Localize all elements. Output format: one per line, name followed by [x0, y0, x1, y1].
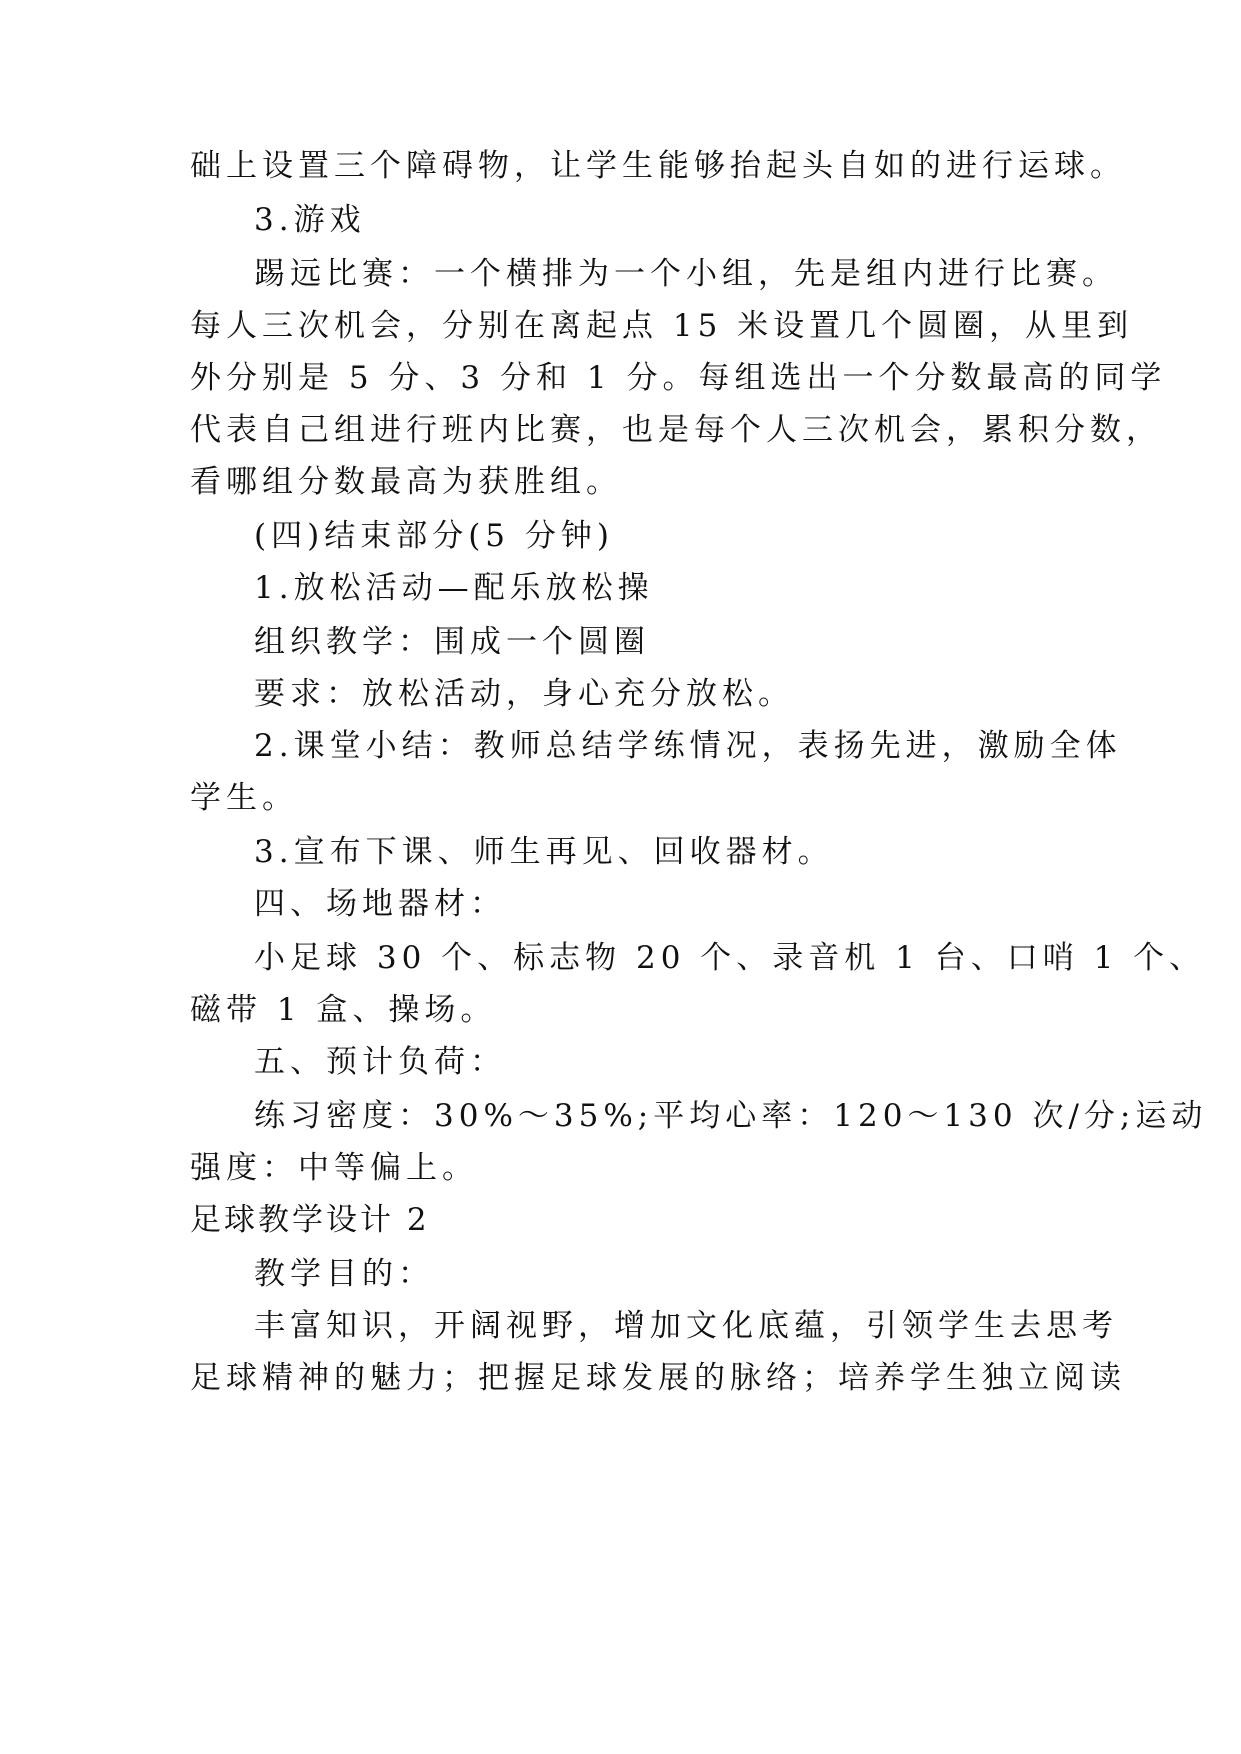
text-line: 每人三次机会，分别在离起点 15 米设置几个圆圈，从里到	[190, 308, 1134, 344]
text-line: 学生。	[190, 780, 298, 816]
section-heading: 五、预计负荷：	[254, 1044, 506, 1080]
text-line: 看哪组分数最高为获胜组。	[190, 464, 622, 500]
text-line: 丰富知识，开阔视野，增加文化底蕴，引领学生去思考	[254, 1308, 1118, 1344]
section-heading: 四、场地器材：	[254, 886, 506, 922]
text-line: 小足球 30 个、标志物 20 个、录音机 1 台、口哨 1 个、	[254, 940, 1206, 976]
text-line: 要求：放松活动，身心充分放松。	[254, 676, 794, 712]
text-line: 外分别是 5 分、3 分和 1 分。每组选出一个分数最高的同学	[190, 360, 1167, 396]
section-heading: (四)结束部分(5 分钟)	[254, 518, 614, 554]
section-heading: 3.游戏	[254, 202, 366, 238]
section-heading: 1.放松活动—配乐放松操	[254, 570, 654, 606]
text-line: 足球精神的魅力；把握足球发展的脉络；培养学生独立阅读	[190, 1360, 1126, 1396]
document-title: 足球教学设计 2	[190, 1202, 430, 1238]
section-heading: 教学目的：	[254, 1256, 434, 1292]
text-line: 代表自己组进行班内比赛，也是每个人三次机会，累积分数，	[190, 412, 1162, 448]
text-line: 2.课堂小结：教师总结学练情况，表扬先进，激励全体	[254, 728, 1122, 764]
text-line: 3.宣布下课、师生再见、回收器材。	[254, 834, 834, 870]
text-line: 强度：中等偏上。	[190, 1150, 478, 1186]
text-line: 础上设置三个障碍物，让学生能够抬起头自如的进行运球。	[190, 148, 1126, 184]
text-line: 磁带 1 盒、操场。	[190, 992, 497, 1028]
text-line: 组织教学：围成一个圆圈	[254, 624, 650, 660]
text-line: 踢远比赛：一个横排为一个小组，先是组内进行比赛。	[254, 256, 1118, 292]
text-line: 练习密度：30%～35%;平均心率：120～130 次/分;运动	[254, 1098, 1208, 1134]
